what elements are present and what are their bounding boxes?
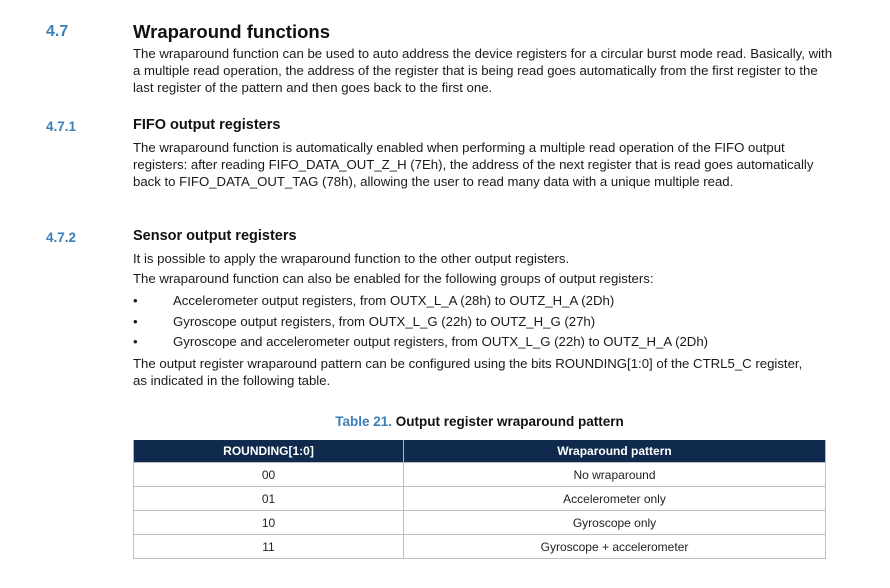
table-title: Output register wraparound pattern — [395, 414, 624, 429]
subsection-number: 4.7.1 — [46, 119, 77, 134]
paragraph: The wraparound function can be used to auto address the device registers for a circular burst mode read. Basically, with a multiple read operation, the address of the register that is being read goes automatically from the first register to the last register of the pattern and then goes back to the first one. — [133, 46, 833, 95]
paragraph: The wraparound function can also be enabled for the following groups of output registers: — [133, 271, 654, 286]
table-row — [134, 463, 826, 487]
column-header: ROUNDING[1:0] — [134, 440, 404, 463]
bullet-text: Gyroscope and accelerometer output registers, from OUTX_L_G (22h) to OUTZ_H_A (2Dh) — [173, 334, 709, 349]
bullet-text: Accelerometer output registers, from OUTX_L_A (28h) to OUTZ_H_A (2Dh) — [173, 293, 615, 308]
table-row — [134, 535, 826, 559]
table-cell: Gyroscope only — [404, 511, 826, 535]
section-number: 4.7 — [46, 23, 69, 40]
table-number: Table 21. — [335, 414, 392, 429]
table-cell: 10 — [134, 511, 404, 535]
table-cell: Accelerometer only — [404, 487, 826, 511]
paragraph: It is possible to apply the wraparound function to the other output registers. — [133, 251, 570, 266]
bullet-marker: • — [133, 293, 138, 308]
table-cell: 11 — [134, 535, 404, 559]
subsection-title: FIFO output registers — [133, 117, 281, 133]
table-cell: No wraparound — [404, 463, 826, 487]
table-cell: 01 — [134, 487, 404, 511]
wraparound-table — [133, 440, 826, 559]
table-cell: 00 — [134, 463, 404, 487]
bullet-marker: • — [133, 314, 138, 329]
subsection-number: 4.7.2 — [46, 230, 77, 245]
table-row — [134, 511, 826, 535]
paragraph: The output register wraparound pattern can be configured using the bits ROUNDING[1:0] of the CTRL5_C register, as indicated in the following table. — [133, 356, 803, 388]
bullet-marker: • — [133, 334, 138, 349]
paragraph: The wraparound function is automatically enabled when performing a multiple read operation of the FIFO output registers: after reading FIFO_DATA_OUT_Z_H (7Eh), the address of the next register that is read goes automatically back to FIFO_DATA_OUT_TAG (78h), allowing the user to read many data with a unique multiple read. — [133, 140, 814, 189]
table-header-row — [134, 440, 826, 463]
bullet-text: Gyroscope output registers, from OUTX_L_G (22h) to OUTZ_H_G (27h) — [173, 314, 596, 329]
table-row — [134, 487, 826, 511]
table-caption — [133, 414, 826, 429]
subsection-title: Sensor output registers — [133, 228, 297, 244]
table-cell: Gyroscope + accelerometer — [404, 535, 826, 559]
section-title: Wraparound functions — [133, 21, 330, 42]
column-header: Wraparound pattern — [404, 440, 826, 463]
